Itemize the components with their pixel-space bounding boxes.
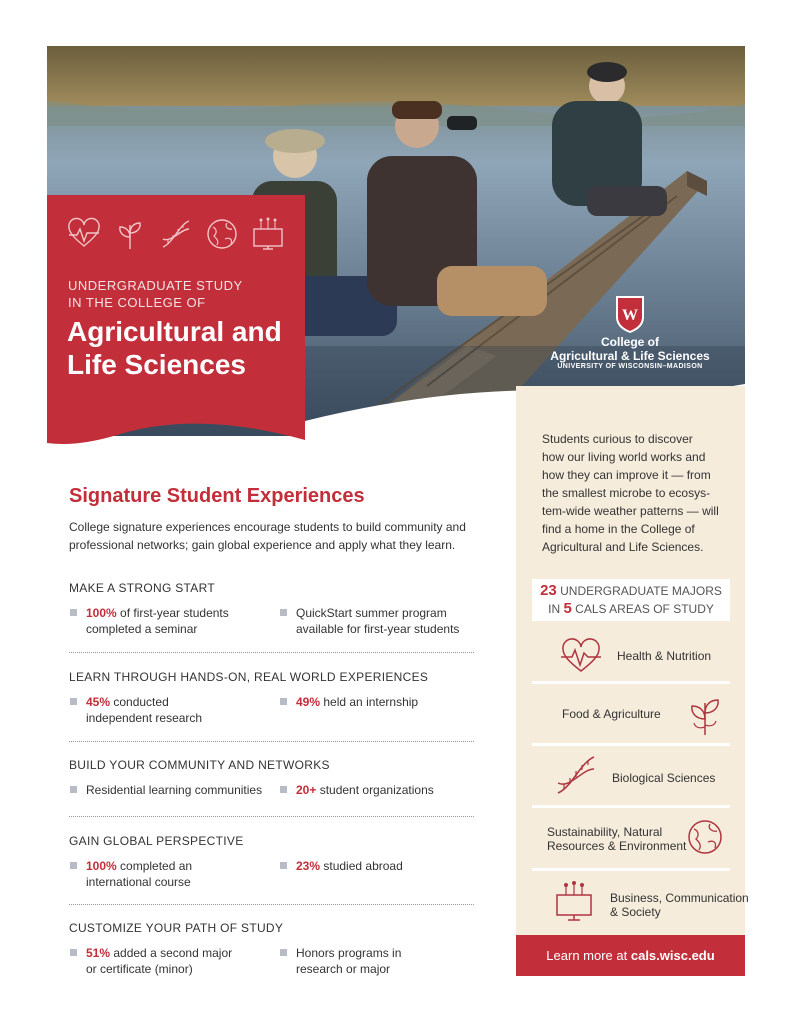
- stat-highlight: 49%: [296, 695, 321, 709]
- area-label: [547, 825, 686, 853]
- crest-letter: W: [622, 307, 638, 324]
- area-health-nutrition: [532, 636, 730, 681]
- area-divider: [532, 681, 730, 684]
- stat-text: added a second major: [110, 946, 233, 960]
- sprout-icon: [113, 217, 147, 251]
- stat-text: completed a seminar: [86, 622, 198, 636]
- in-text: IN: [548, 602, 561, 616]
- stat-item: [279, 858, 469, 874]
- dotted-divider: [69, 652, 474, 653]
- area-label: [562, 707, 661, 721]
- group-heading: MAKE A STRONG START: [69, 581, 215, 595]
- stat-text: of first-year students: [116, 606, 229, 620]
- group-community: [69, 758, 474, 818]
- stat-item: [69, 945, 259, 977]
- stat-highlight: 20+: [296, 783, 317, 797]
- stat-item: [69, 694, 259, 726]
- page-title-line2: Life Sciences: [67, 349, 246, 380]
- globe-icon: [205, 217, 239, 251]
- section-title: Signature Student Experiences: [69, 485, 365, 507]
- hero-eyebrow: [68, 277, 288, 311]
- area-business-communication: [532, 876, 749, 931]
- hero-title-block: [47, 195, 305, 465]
- sidebar: [516, 386, 749, 976]
- area-divider: [532, 805, 730, 808]
- dotted-divider: [69, 904, 474, 905]
- computer-icon: [251, 217, 285, 251]
- cals-logo: [540, 293, 720, 383]
- group-heading: BUILD YOUR COMMUNITY AND NETWORKS: [69, 758, 330, 772]
- group-customize: [69, 921, 474, 981]
- majors-text: UNDERGRADUATE MAJORS: [560, 584, 722, 598]
- stat-highlight: 100%: [86, 606, 117, 620]
- group-hands-on: [69, 670, 474, 745]
- area-label: [610, 891, 749, 919]
- stat-text: Residential learning communities: [86, 783, 263, 797]
- group-strong-start: [69, 581, 474, 656]
- stat-text: QuickStart summer program: [296, 606, 447, 620]
- stat-text: studied abroad: [320, 859, 403, 873]
- computer-icon: [554, 880, 594, 922]
- area-divider: [532, 868, 730, 871]
- intro-line: how they can improve it — from: [542, 468, 711, 482]
- area-biological-sciences: [532, 751, 730, 801]
- stat-text: completed an: [116, 859, 193, 873]
- area-label-line1: Business, Communication: [610, 891, 749, 905]
- stat-highlight: 45%: [86, 695, 111, 709]
- area-label: [617, 649, 711, 663]
- area-label-line2: Resources & Environment: [547, 839, 687, 853]
- area-label-line1: Food & Agriculture: [562, 707, 661, 721]
- dotted-divider: [69, 741, 474, 742]
- stat-item: [69, 858, 259, 890]
- globe-icon: [686, 818, 724, 856]
- stat-highlight: 23%: [296, 859, 321, 873]
- majors-count: 23: [540, 582, 557, 599]
- uw-crest-icon: [615, 293, 645, 333]
- stat-text: available for first-year students: [296, 622, 460, 636]
- area-sustainability: [532, 814, 730, 866]
- stat-item: [279, 782, 469, 798]
- stat-item: [69, 605, 259, 637]
- hero-icon-row: [67, 217, 285, 251]
- learn-more-prefix: Learn more at: [546, 948, 628, 963]
- areas-count: 5: [563, 600, 572, 617]
- stat-highlight: 51%: [86, 946, 111, 960]
- group-heading: LEARN THROUGH HANDS-ON, REAL WORLD EXPERIENCES: [69, 670, 429, 684]
- area-label-line1: Health & Nutrition: [617, 649, 712, 663]
- section-desc-line1: College signature experiences encourage students to build community and: [69, 520, 466, 534]
- heartbeat-icon: [67, 217, 101, 251]
- heartbeat-icon: [560, 638, 602, 674]
- dotted-divider: [69, 816, 474, 817]
- area-label-line1: Sustainability, Natural: [547, 825, 663, 839]
- area-divider: [532, 743, 730, 746]
- sidebar-intro: [542, 430, 742, 556]
- stat-text: research or major: [296, 962, 391, 976]
- page-title-line1: Agricultural and: [67, 316, 282, 347]
- stat-item: [279, 945, 469, 977]
- intro-line: the smallest microbe to ecosys-: [542, 486, 711, 500]
- group-heading: GAIN GLOBAL PERSPECTIVE: [69, 834, 244, 848]
- area-label: [612, 771, 715, 785]
- dna-icon: [159, 217, 193, 251]
- sprout-icon: [687, 693, 723, 737]
- logo-line3: UNIVERSITY OF WISCONSIN–MADISON: [557, 363, 703, 370]
- hero-eyebrow-line2: IN THE COLLEGE OF: [68, 295, 206, 310]
- stat-item: [279, 605, 469, 637]
- intro-line: Agricultural and Life Sciences.: [542, 540, 704, 554]
- intro-line: find a home in the College of: [542, 522, 695, 536]
- dna-icon: [554, 753, 598, 797]
- hero-eyebrow-line1: UNDERGRADUATE STUDY: [68, 278, 243, 293]
- stat-text: conducted: [110, 695, 169, 709]
- intro-line: how our living world works and: [542, 450, 706, 464]
- section-desc-line2: professional networks; gain global experience and apply what they learn.: [69, 538, 456, 552]
- section-description: [69, 518, 489, 554]
- stat-item: [279, 694, 469, 710]
- learn-more-banner[interactable]: [516, 935, 745, 976]
- intro-line: tem-wide weather patterns — will: [542, 504, 719, 518]
- stat-item: [69, 782, 263, 798]
- stat-text: held an internship: [320, 695, 419, 709]
- stat-text: Honors programs in: [296, 946, 402, 960]
- areas-text: CALS AREAS OF STUDY: [575, 602, 714, 616]
- majors-summary: [532, 579, 730, 621]
- stat-text: or certificate (minor): [86, 962, 193, 976]
- stat-highlight: 100%: [86, 859, 117, 873]
- area-food-agriculture: [532, 691, 730, 741]
- area-label-line2: & Society: [610, 905, 661, 919]
- stat-text: student organizations: [316, 783, 434, 797]
- intro-line: Students curious to discover: [542, 432, 693, 446]
- area-label-line1: Biological Sciences: [612, 771, 716, 785]
- page-title: [67, 315, 305, 381]
- group-global: [69, 834, 474, 909]
- learn-more-link[interactable]: cals.wisc.edu: [630, 948, 715, 963]
- logo-line2: Agricultural & Life Sciences: [550, 349, 710, 363]
- group-heading: CUSTOMIZE YOUR PATH OF STUDY: [69, 921, 284, 935]
- stat-text: independent research: [86, 711, 203, 725]
- stat-text: international course: [86, 875, 191, 889]
- logo-line1: College of: [600, 335, 659, 349]
